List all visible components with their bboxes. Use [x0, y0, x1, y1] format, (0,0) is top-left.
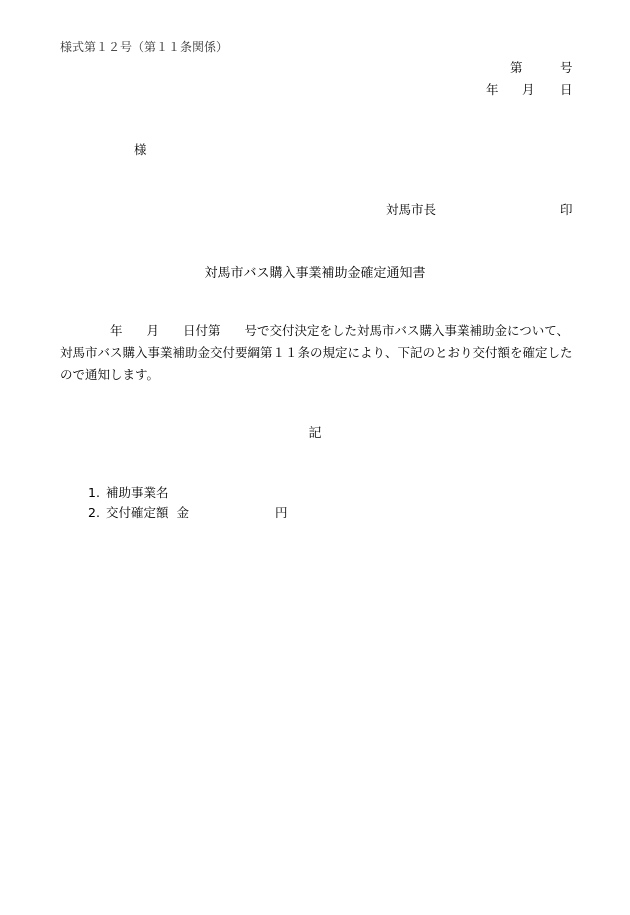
- sender-seal: 印: [560, 202, 573, 217]
- amount-unit: 円: [274, 505, 288, 520]
- form-number: 様式第１２号（第１１条関係）: [60, 40, 229, 54]
- item-number: 1.: [88, 485, 100, 500]
- body-line-2: 対馬市バス購入事業補助金交付要綱第１１条の規定により、下記のとおり交付額を確定した: [60, 345, 573, 360]
- sender-name: 対馬市長: [386, 202, 437, 217]
- body-date-number-prefix: 日付第: [183, 323, 221, 338]
- recipient-honorific: 様: [134, 142, 147, 157]
- item-number: 2.: [88, 505, 100, 520]
- header-month: 月: [522, 82, 535, 97]
- header-year: 年: [486, 82, 499, 97]
- body-line-3: ので通知します。: [60, 367, 160, 382]
- body-month: 月: [146, 323, 160, 338]
- list-item: [88, 483, 168, 501]
- body-text: [60, 320, 582, 386]
- header-go: 号: [560, 60, 573, 75]
- item-label: 交付確定額: [105, 505, 169, 520]
- list-item: [88, 503, 287, 521]
- body-line-1: [60, 323, 569, 338]
- item-label: 補助事業名: [105, 485, 169, 500]
- amount-prefix: 金: [176, 505, 189, 520]
- ki-heading: 記: [308, 426, 322, 441]
- body-go-text: 号で交付決定をした対馬市バス購入事業補助金について、: [244, 323, 570, 338]
- body-year: 年: [110, 323, 123, 338]
- document-title: 対馬市バス購入事業補助金確定通知書: [204, 266, 426, 281]
- header-dai: 第: [510, 60, 523, 75]
- header-day: 日: [560, 82, 573, 97]
